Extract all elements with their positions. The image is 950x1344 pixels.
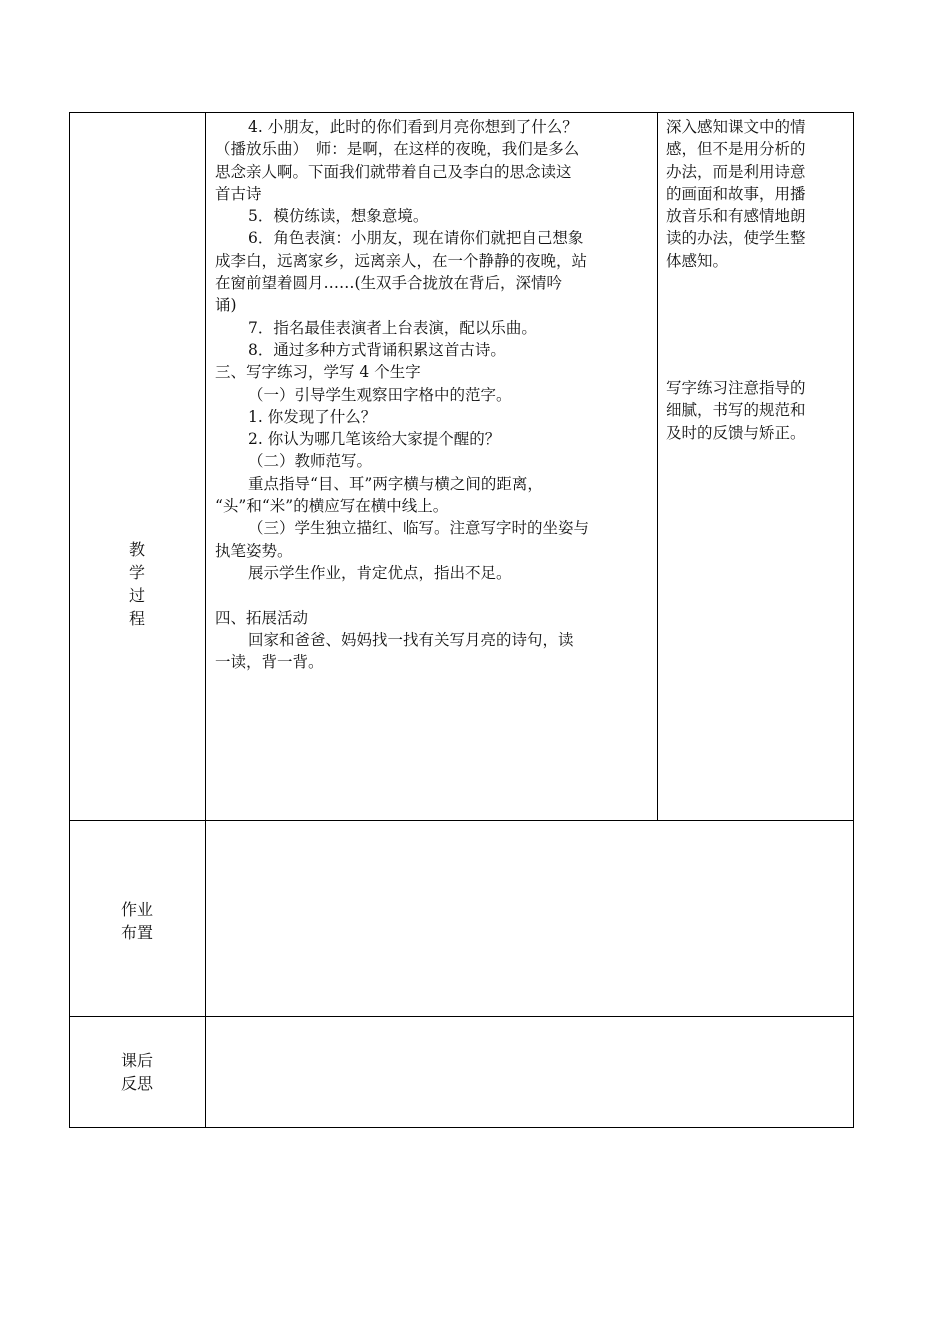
process-line: 一读，背一背。 — [215, 653, 324, 672]
process-line: 8．通过多种方式背诵积累这首古诗。 — [248, 340, 506, 359]
reflection-label-line-2: 反思 — [120, 1074, 153, 1093]
process-line: 6．角色表演：小朋友，现在请你们就把自己想象 — [248, 229, 584, 248]
table-divider-2 — [69, 1016, 854, 1017]
process-line: 7．指名最佳表演者上台表演，配以乐曲。 — [248, 318, 537, 337]
process-label-char-2: 学 — [128, 563, 145, 582]
note-line: 体感知。 — [666, 251, 729, 270]
homework-label-line-2: 布置 — [120, 923, 153, 942]
reflection-label — [69, 1049, 205, 1095]
process-label — [69, 538, 205, 630]
process-line: （二）教师范写。 — [248, 452, 373, 471]
note-line: 细腻，书写的规范和 — [666, 401, 806, 420]
process-note-1 — [666, 116, 848, 272]
process-line: 展示学生作业，肯定优点，指出不足。 — [248, 563, 512, 582]
process-line: 1. 你发现了什么？ — [248, 407, 377, 426]
process-line — [215, 584, 655, 606]
process-line: 三、写字练习，学写 4 个生字 — [215, 363, 421, 382]
table-border-right — [853, 112, 854, 1128]
process-line: 思念亲人啊。下面我们就带着自己及李白的思念读这 — [215, 162, 572, 181]
process-line: （三）学生独立描红、临写。注意写字时的坐姿与 — [248, 519, 590, 538]
note-line: 办法，而是利用诗意 — [666, 162, 806, 181]
process-line: 执笔姿势。 — [215, 541, 293, 560]
process-line: （一）引导学生观察田字格中的范字。 — [248, 385, 512, 404]
homework-label — [69, 898, 205, 944]
process-line: 诵) — [215, 296, 237, 315]
note-line: 感，但不是用分析的 — [666, 140, 806, 159]
process-line: 成李白，远离家乡，远离亲人，在一个静静的夜晚，站 — [215, 251, 588, 270]
note-line: 的画面和故事，用播 — [666, 184, 806, 203]
lesson-plan-table — [69, 112, 854, 1128]
note-line: 写字练习注意指导的 — [666, 379, 806, 397]
table-border-top — [69, 112, 854, 113]
process-line: 首古诗 — [215, 184, 262, 203]
process-line: 重点指导“目、耳”两字横与横之间的距离， — [248, 474, 543, 493]
note-line: 读的办法，使学生整 — [666, 229, 806, 248]
process-line: 在窗前望着圆月……(生双手合拢放在背后，深情吟 — [215, 274, 563, 293]
process-line: 回家和爸爸、妈妈找一找有关写月亮的诗句，读 — [248, 630, 574, 649]
process-content — [215, 116, 655, 673]
process-label-char-3: 过 — [128, 586, 145, 605]
process-label-char-1: 教 — [128, 540, 145, 559]
note-line: 深入感知课文中的情 — [666, 118, 806, 136]
notes-column-divider — [657, 112, 658, 821]
process-line: 4. 小朋友，此时的你们看到月亮你想到了什么？ — [248, 118, 578, 136]
reflection-label-line-1: 课后 — [120, 1051, 153, 1070]
process-line: 四、拓展活动 — [215, 608, 309, 627]
process-line: 5．模仿练读，想象意境。 — [248, 207, 429, 226]
note-line: 及时的反馈与矫正。 — [666, 423, 806, 442]
table-border-bottom — [69, 1127, 854, 1128]
homework-label-line-1: 作业 — [120, 900, 153, 919]
table-divider-1 — [69, 820, 854, 821]
process-label-char-4: 程 — [128, 609, 145, 628]
process-line: （播放乐曲） 师：是啊，在这样的夜晚，我们是多么 — [215, 140, 580, 159]
process-line: “头”和“米”的横应写在横中线上。 — [215, 497, 449, 516]
process-line: 2. 你认为哪几笔该给大家提个醒的？ — [248, 430, 501, 449]
label-column-divider — [205, 112, 206, 1128]
process-note-2 — [666, 377, 848, 444]
note-line: 放音乐和有感情地朗 — [666, 207, 806, 226]
